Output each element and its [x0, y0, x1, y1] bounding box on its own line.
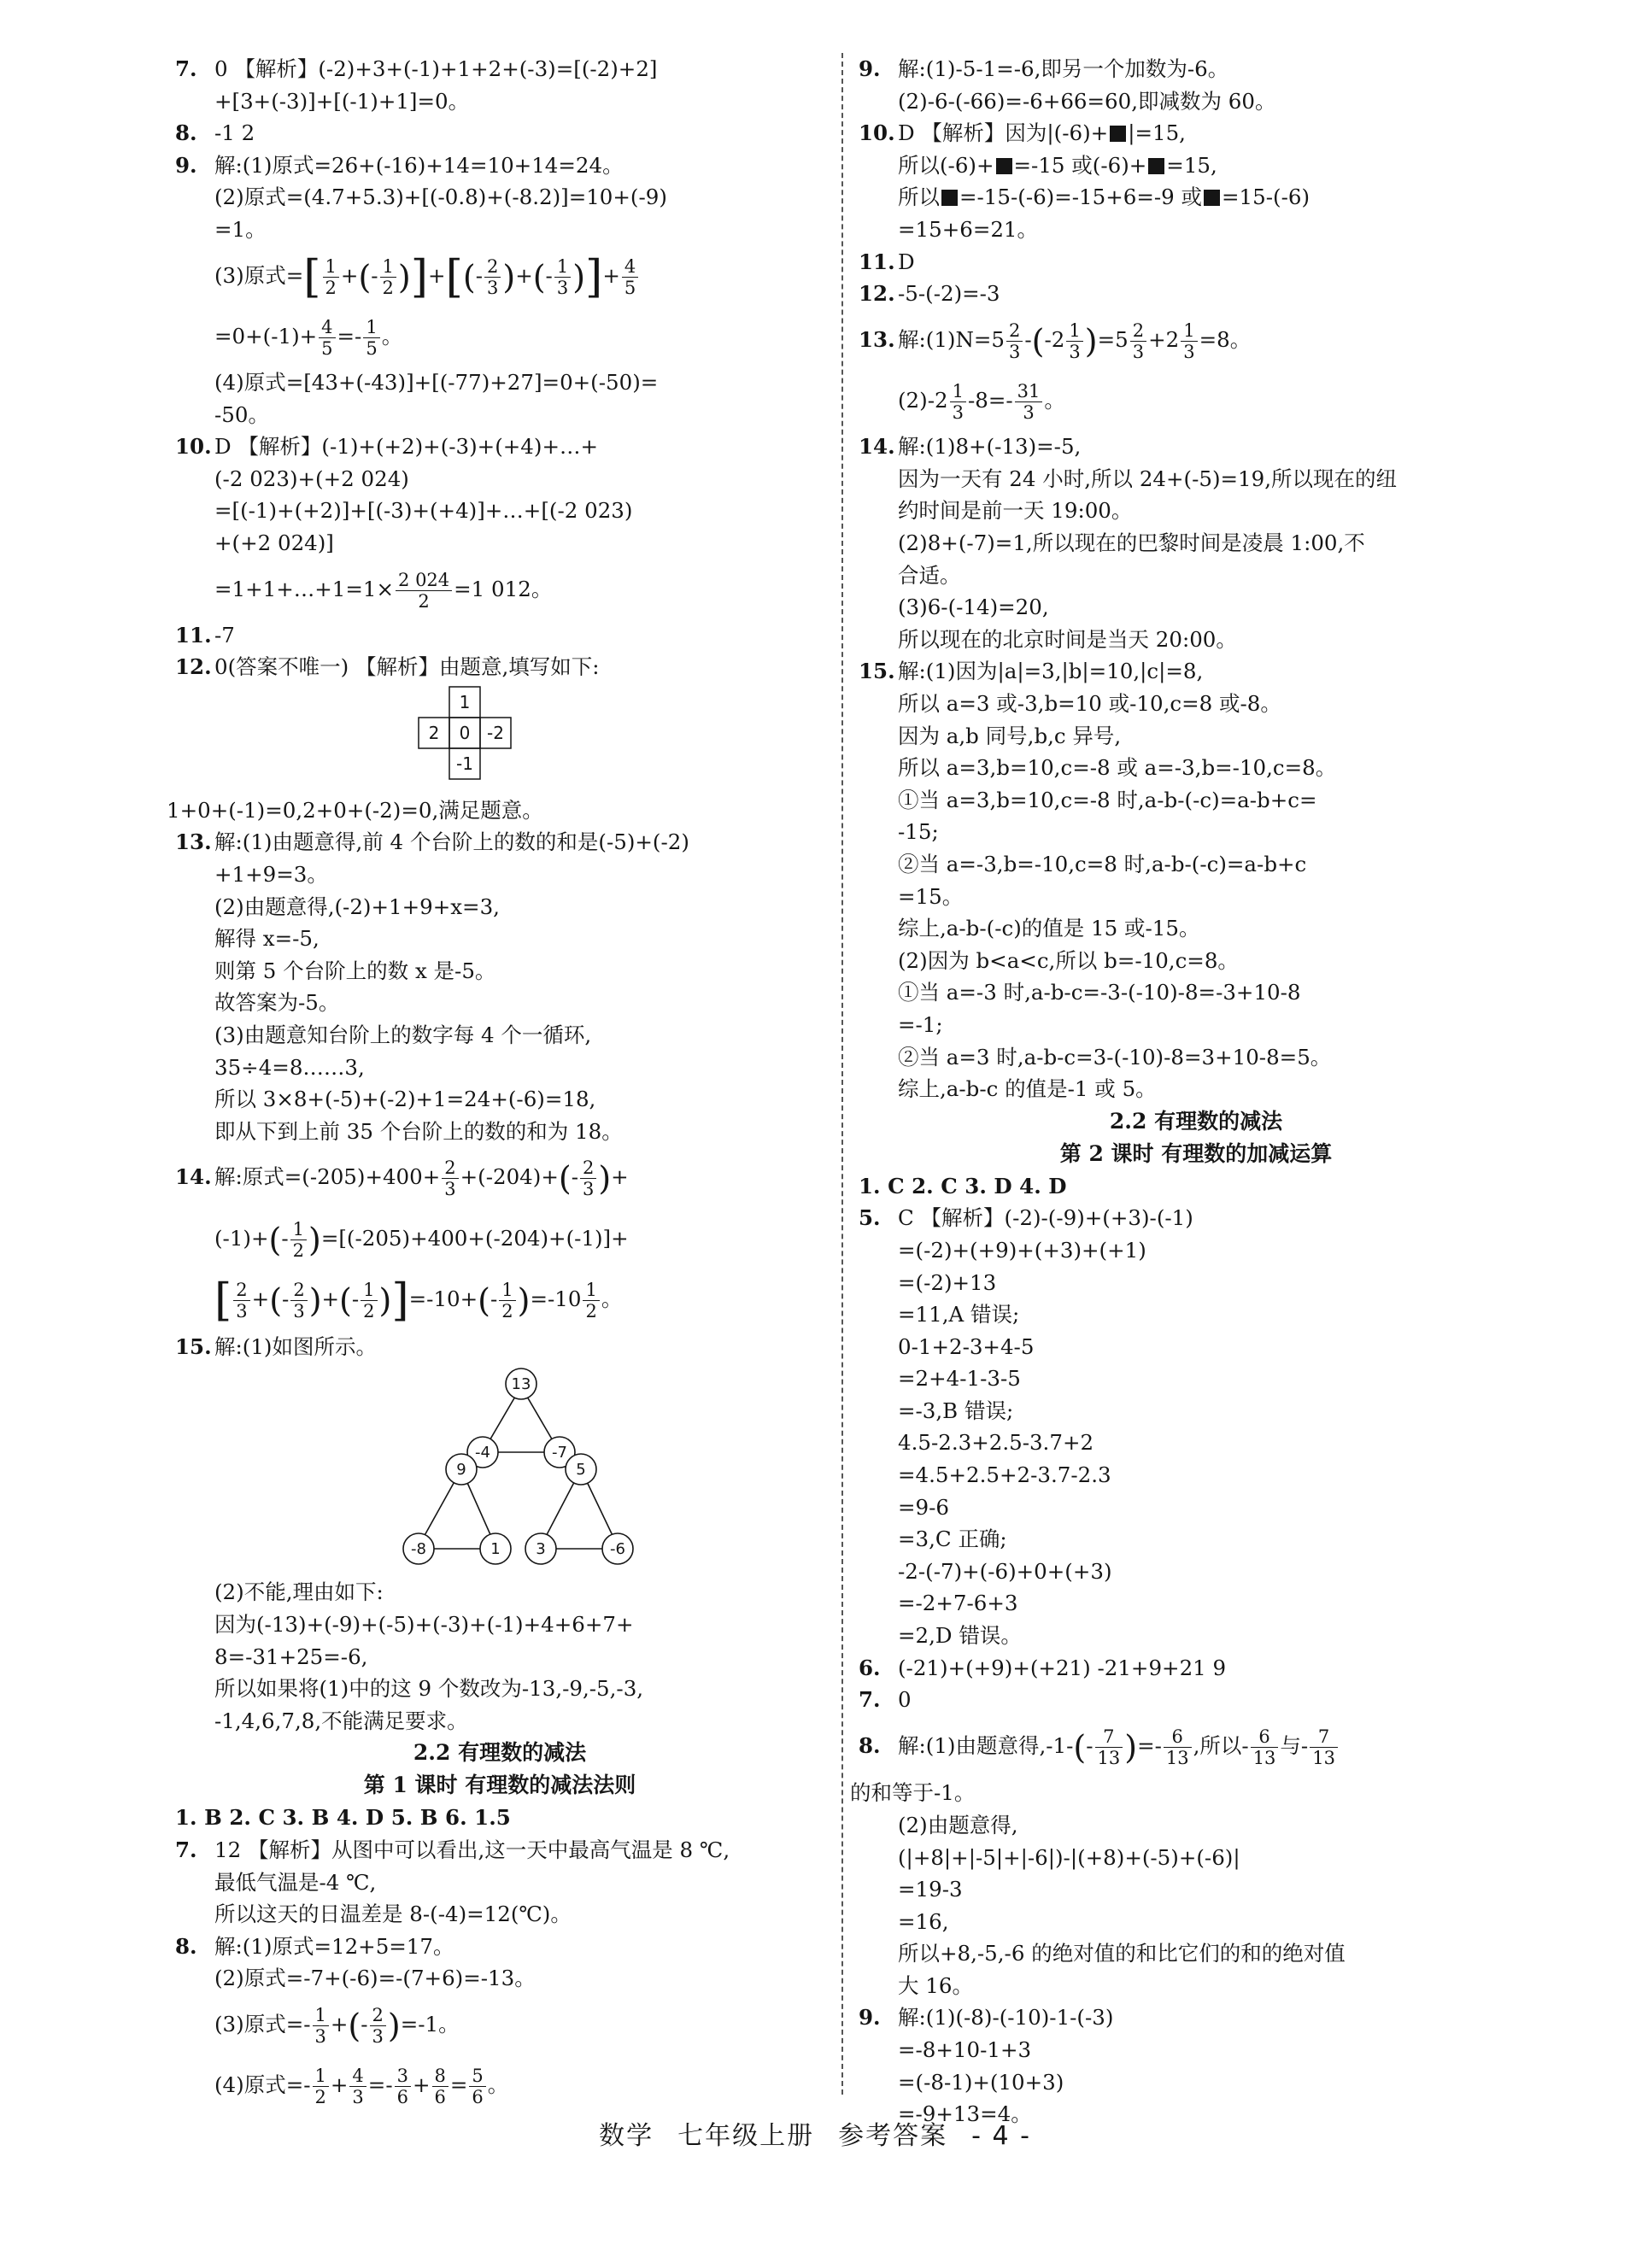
lesson2-answer-8: 8. 解:(1)由题意得,-1-(- $\frac{7}{13}$ )=- $\frac{6}{13}$ ,所以- $\frac{6}{13}$ 与- $\frac{7}{13}$ 的和等于-1。 (2)由题意得, (|+8|+|-5|+|-6|)-|(+8)+(-5)+(-6)| =19-3 =16, 所以+8,-5,-6 的绝对值的和比它们的和的绝对值 大 16。 — [850, 1726, 1346, 1998]
black-square-icon — [1148, 158, 1164, 174]
lesson2-answer-6: 6. (-21)+(+9)+(+21) -21+9+21 9 — [859, 1655, 1227, 1680]
tri-node-value: -7 — [552, 1444, 567, 1462]
lesson1-answer-7: 7. 12 【解析】从图中可以看出,这一天中最高气温是 8 ℃, 最低气温是-4 ℃, 所以这天的日温差是 8-(-4)=12(℃)。 — [175, 1837, 730, 1927]
grid-value: -2 — [487, 722, 504, 743]
column-divider — [841, 53, 843, 2095]
cross-grid-figure — [175, 683, 824, 794]
page-number: - 4 - — [971, 2121, 1031, 2151]
footer-grade: 七年级上册 — [677, 2121, 815, 2151]
footer-subject: 数学 — [599, 2121, 654, 2151]
lesson-heading: 第 2 课时 有理数的加减运算 — [1059, 1140, 1333, 1166]
triangle-figure — [175, 1363, 824, 1576]
choice-answers: 1. B 2. C 3. B 4. D 5. B 6. 1.5 — [175, 1805, 511, 1831]
answer-10-right: 10. D 【解析】因为|(-6)+ |=15, 所以(-6)+ =-15 或(-6)+ =15, 所以 =-15-(-6)=-15+6=-9 或 =15-(-6) =15+6=21。 — [859, 120, 1310, 242]
answer-8: 8. -1 2 — [175, 120, 255, 146]
lesson2-answer-5: 5. C 【解析】(-2)-(-9)+(+3)-(-1) =(-2)+(+9)+(+3)+(+1) =(-2)+13 =11,A 错误; 0-1+2-3+4-5 =2+4-1-3-5 =-3,B 错误; 4.5-2.3+2.5-3.7+2 =4.5+2.5+2-3.7-2.3 =9-6 =3,C 正确; -2-(-7)+(-6)+0+(+3) =-2+7-6+3 =2,D 错误。 — [859, 1205, 1193, 1649]
right-column — [850, 53, 1533, 2130]
answer-13: 13. 解:(1)由题意得,前 4 个台阶上的数的和是(-5)+(-2) +1+9=3。 (2)由题意得,(-2)+1+9+x=3, 解得 x=-5, 则第 5 个台阶上的数 x 是-5。 故答案为-5。 (3)由题意知台阶上的数字每 4 个一循环, 35÷4=8……3, 所以 3×8+(-5)+(-2)+1=24+(-6)=18, 即从下到上前 35 个台阶上的数的和为 18。 — [175, 829, 689, 1144]
grid-value: 0 — [459, 722, 471, 743]
lesson2-answer-7: 7. 0 — [859, 1687, 912, 1713]
black-square-icon — [1204, 190, 1220, 206]
answer-9-part3: (3)原式=[ $\frac{1}{2}$ +(- $\frac{1}{2}$ )]+[(- $\frac{2}{3}$ )+(- $\frac{1}{3}$ )]+ $\frac{4}{5}$ — [175, 246, 824, 308]
lesson2-answer-9: 9. 解:(1)(-8)-(-10)-1-(-3) =-8+10-1+3 =(-8-1)+(10+3) =-9+13=4。 — [859, 2005, 1114, 2127]
tri-node-value: 3 — [536, 1540, 546, 1559]
answer-7: 7. 0 【解析】(-2)+3+(-1)+1+2+(-3)=[(-2)+2] +[3+(-3)]+[(-1)+1]=0。 — [175, 56, 658, 114]
footer-label: 参考答案 — [838, 2121, 948, 2151]
answer-14-right: 14. 解:(1)8+(-13)=-5, 因为一天有 24 小时,所以 24+(-5)=19,所以现在的纽 约时间是前一天 19:00。 (2)8+(-7)=1,所以现在的巴黎时间是凌晨 1:00,不 合适。 (3)6-(-14)=20, 所以现在的北京时间是当天 20:00。 — [859, 434, 1398, 652]
answer-13-right: 13. 解:(1)N=5 $\frac{2}{3}$ -(-2 $\frac{1}{3}$ )=5 $\frac{2}{3}$ +2 $\frac{1}{3}$ =8。 (2)-2 $\frac{1}{3}$ -8=- $\frac{31}{3}$ 。 — [859, 319, 1252, 424]
tri-node-value: 9 — [456, 1461, 466, 1480]
grid-value: 2 — [428, 722, 440, 743]
grid-value: -1 — [456, 753, 473, 774]
answer-11: 11. -7 — [175, 622, 235, 648]
answer-9-right: 9. 解:(1)-5-1=-6,即另一个加数为-6。 (2)-6-(-66)=-6+66=60,即减数为 60。 — [859, 56, 1276, 114]
answer-12: 12. 0(答案不唯一) 【解析】由题意,填写如下: 1 2 0 -2 -1 1+0+(-1)=0,2+0+(-2)=0,满足题意。 — [175, 651, 824, 826]
answer-9: 9. 解:(1)原式=26+(-16)+14=10+14=24。 (2)原式=(4.7+5.3)+[(-0.8)+(-8.2)]=10+(-9) =1。 (3)原式=[ $\frac{1}{2}$ +(- $\frac{1}{2}$ )]+[(- $\frac{2}{3}$ )+(- $\frac{1}{3}$ )]+ $\frac{4}{5}$ =0+(-1)+ $\frac{4}{5}$ =- $\frac{1}{5}$ 。 (4)原式=[43+(-43)]+[(-77)+27]=0+(-50)= -50。 — [175, 149, 824, 431]
section-heading: 2.2 有理数的减法 — [1109, 1108, 1283, 1134]
lesson-heading: 第 1 课时 有理数的减法法则 — [363, 1773, 636, 1798]
tri-node-value: -4 — [475, 1444, 490, 1462]
tri-node-value: 1 — [490, 1540, 501, 1559]
answer-15: 15. 解:(1)如图所示。 13 -4 -7 9 5 -8 1 3 -6 (2)不能,理由如下: 因为(-13)+(-9)+(-5)+(-3)+(-1)+4+6+7+ 8=-31+25=-6, 所以如果将(1)中的这 9 个数改为-13,-9,-5,-3, -1,4,6,7,8,不能满足要求。 — [175, 1331, 824, 1738]
lesson1-answer-8: 8. 解:(1)原式=12+5=17。 (2)原式=-7+(-6)=-(7+6)=-13。 (3)原式=- $\frac{1}{3}$ +(- $\frac{2}{3}$ )=-1。 (4)原式=- $\frac{1}{2}$ + $\frac{4}{3}$ =- $\frac{3}{6}$ + $\frac{8}{6}$ = $\frac{5}{6}$ 。 — [175, 1933, 536, 2108]
black-square-icon — [1110, 126, 1126, 142]
left-column — [167, 53, 824, 2115]
black-square-icon — [996, 158, 1012, 174]
tri-node-value: -8 — [411, 1540, 426, 1559]
answer-10: 10. D 【解析】(-1)+(+2)+(-3)+(+4)+…+ (-2 023)+(+2 024) =[(-1)+(+2)]+[(-3)+(+4)]+…+[(-2 023) +(+2 024)] =1+1+…+1=1× $\frac{2 024}{2}$ =1 012。 — [175, 434, 633, 612]
tri-node-value: 5 — [576, 1461, 586, 1480]
tri-node-value: 13 — [511, 1375, 531, 1394]
answer-14: 14. 解:原式=(-205)+400+ $\frac{2}{3}$ +(-204)+(- $\frac{2}{3}$ )+ (-1)+(- $\frac{1}{2}$ )=[(-205)+400+(-204)+(-1)]+ [ $\frac{2}{3}$ +(- $\frac{2}{3}$ )+(- $\frac{1}{2}$ )]=-10+(- $\frac{1}{2}$ )=-10 $\frac{1}{2}$ 。 — [175, 1157, 629, 1327]
page-footer — [0, 2114, 1630, 2152]
answer-12-right: 12. -5-(-2)=-3 — [859, 281, 1000, 307]
grid-value: 1 — [459, 691, 471, 712]
tri-node-value: -6 — [610, 1540, 625, 1559]
black-square-icon — [941, 190, 958, 206]
choice-answers: 1. C 2. C 3. D 4. D — [859, 1173, 1067, 1198]
answer-15-right: 15. 解:(1)因为|a|=3,|b|=10,|c|=8, 所以 a=3 或-3,b=10 或-10,c=8 或-8。 因为 a,b 同号,b,c 异号, 所以 a=3,b=10,c=-8 或 a=-3,b=-10,c=8。 ①当 a=3,b=10,c=-8 时,a-b-(-c)=a-b+c= -15; ②当 a=-3,b=-10,c=8 时,a-b-(-c)=a-b+c =15。 综上,a-b-(-c)的值是 15 或-15。 (2)因为 b<a<c,所以 b=-10,c=8。 ①当 a=-3 时,a-b-c=-3-(-10)-8=-3+10-8 =-1; ②当 a=3 时,a-b-c=3-(-10)-8=3+10-8=5。 综上,a-b-c 的值是-1 或 5。 — [859, 659, 1337, 1102]
section-heading: 2.2 有理数的减法 — [413, 1740, 587, 1766]
answer-11-right: 11. D — [859, 249, 915, 274]
